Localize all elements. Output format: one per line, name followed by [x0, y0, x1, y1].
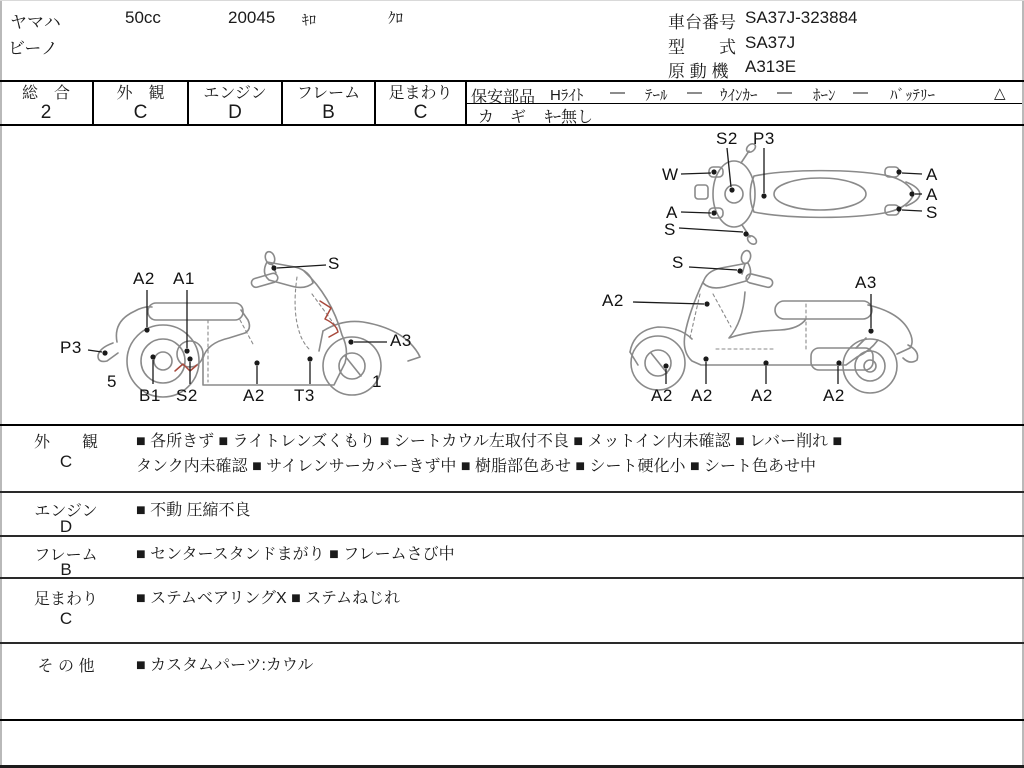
right-view-label-a3: A3 [855, 273, 877, 292]
rating-undercarriage-label: 足まわり [388, 85, 453, 102]
section-exterior-text [136, 429, 1016, 479]
right-view-label-s-mirror: S [672, 253, 684, 272]
top-view-sketch [695, 142, 920, 246]
section-undercarriage-grade: C [59, 609, 73, 628]
section-exterior [0, 424, 1024, 493]
section-engine-text [136, 498, 1016, 523]
rating-engine [189, 82, 283, 124]
model-code-value: SA37J [745, 33, 796, 52]
section-other-label: そ の 他 [37, 658, 95, 675]
top-view-label-a-left: A [666, 203, 678, 222]
defect-line: タンク内未確認 ■ サイレンサーカバーきず中 ■ 樹脂部色あせ ■ シート硬化小 ■ シート色あせ中 [136, 458, 817, 475]
horn-status: — [853, 84, 868, 101]
mileage-unit: ｷﾛ [302, 12, 316, 28]
section-frame [0, 537, 1024, 579]
rating-engine-label: エンジン [203, 85, 267, 102]
color-code: ｸﾛ [388, 10, 404, 27]
displacement: 50cc [125, 8, 161, 27]
engine-code-value: A313E [745, 57, 797, 76]
left-view-label-t3: T3 [294, 386, 315, 405]
section-frame-label: フレーム [34, 547, 98, 564]
right-view-label-a2-b3: A2 [751, 386, 773, 405]
rating-exterior [94, 82, 189, 124]
left-view-label-a3: A3 [390, 331, 412, 350]
chassis-number-label: 車台番号 [668, 13, 736, 32]
key-label: カ ギ [478, 109, 527, 126]
right-view-label-a2-b1: A2 [651, 386, 673, 405]
horn-label: ﾎｰﾝ [813, 87, 836, 104]
battery-label: ﾊﾞｯﾃﾘｰ [890, 87, 936, 104]
chassis-number-value: SA37J-323884 [745, 8, 858, 27]
defect-line: ■ 各所きず ■ ライトレンズくもり ■ シートカウル左取付不良 ■ メットイン内未確認 ■ レバー削れ ■ [136, 433, 843, 450]
maker-name: ヤマハ [10, 13, 61, 32]
safety-parts-label: 保安部品 [471, 89, 536, 106]
battery-status: △ [994, 85, 1006, 102]
left-view-label-s-mirror: S [328, 254, 340, 273]
right-view-label-a2-b4: A2 [823, 386, 845, 405]
top-view-label-s2: S2 [716, 129, 738, 148]
top-view-label-s-right: S [926, 203, 938, 222]
top-view-label-a-right2: A [926, 185, 938, 204]
rating-frame-label: フレーム [296, 85, 361, 102]
rating-undercarriage-grade: C [413, 102, 428, 123]
section-engine-label: エンジン [34, 503, 98, 520]
top-view-label-w: W [662, 165, 679, 184]
defect-line: ■ ステムベアリングX ■ ステムねじれ [136, 590, 401, 607]
right-view-label-a2-shield: A2 [602, 291, 624, 310]
damage-diagram-area [0, 124, 1024, 426]
headlight-label: Hﾗｲﾄ [550, 87, 584, 104]
top-view-label-p3: P3 [753, 129, 775, 148]
header [0, 1, 1024, 82]
top-view-label-s-left: S [664, 220, 676, 239]
defect-line: ■ 不動 圧縮不良 [136, 502, 251, 519]
left-view-label-a1: A1 [173, 269, 195, 288]
section-undercarriage-text [136, 586, 1016, 611]
headlight-status: — [610, 84, 625, 101]
ratings-row [0, 82, 1024, 126]
defect-line: ■ カスタムパーツ:カウル [136, 657, 314, 674]
rating-frame [283, 82, 376, 124]
top-view-label-a-right1: A [926, 165, 938, 184]
section-engine-grade: D [59, 517, 73, 536]
left-view-label-p3: P3 [60, 338, 82, 357]
section-exterior-label: 外 観 [33, 434, 98, 451]
engine-code-label: 原 動 機 [668, 62, 729, 81]
taillight-label: ﾃｰﾙ [645, 87, 668, 104]
right-view-label-a2-b2: A2 [691, 386, 713, 405]
model-name: ビーノ [8, 39, 58, 58]
defect-line: ■ センタースタンドまがり ■ フレームさび中 [136, 546, 455, 563]
mileage-value: 20045 [228, 8, 276, 27]
key-row [467, 104, 1022, 124]
section-engine [0, 493, 1024, 537]
model-code-label: 型 式 [668, 38, 736, 57]
section-frame-grade: B [60, 560, 72, 579]
rating-engine-grade: D [228, 102, 242, 123]
left-view-label-a2-bottom: A2 [243, 386, 265, 405]
left-view-label-5: 5 [107, 372, 117, 391]
winker-label: ｳｲﾝｶｰ [720, 87, 758, 104]
section-frame-text [136, 542, 1016, 567]
rating-exterior-grade: C [133, 102, 148, 123]
left-view-label-a2-top: A2 [133, 269, 155, 288]
leader-lines [88, 148, 922, 384]
section-undercarriage-label: 足まわり [33, 591, 98, 608]
safety-parts-box [467, 82, 1022, 124]
section-exterior-grade: C [59, 452, 73, 471]
section-undercarriage [0, 579, 1024, 644]
winker-status: — [777, 84, 792, 101]
left-view-label-b1: B1 [139, 386, 161, 405]
section-other-text [136, 653, 1016, 678]
taillight-status: — [687, 84, 702, 101]
rating-overall-label: 総 合 [21, 85, 70, 102]
rating-overall [0, 82, 94, 124]
left-view-label-s2: S2 [176, 386, 198, 405]
key-value: ｷｰ無し [545, 109, 594, 126]
safety-parts-row [467, 82, 1022, 104]
rating-exterior-label: 外 観 [116, 85, 165, 102]
rating-undercarriage [376, 82, 467, 124]
rating-frame-grade: B [322, 102, 335, 123]
section-other [0, 644, 1024, 721]
rating-overall-grade: 2 [40, 102, 52, 123]
left-view-label-1: 1 [372, 372, 382, 391]
